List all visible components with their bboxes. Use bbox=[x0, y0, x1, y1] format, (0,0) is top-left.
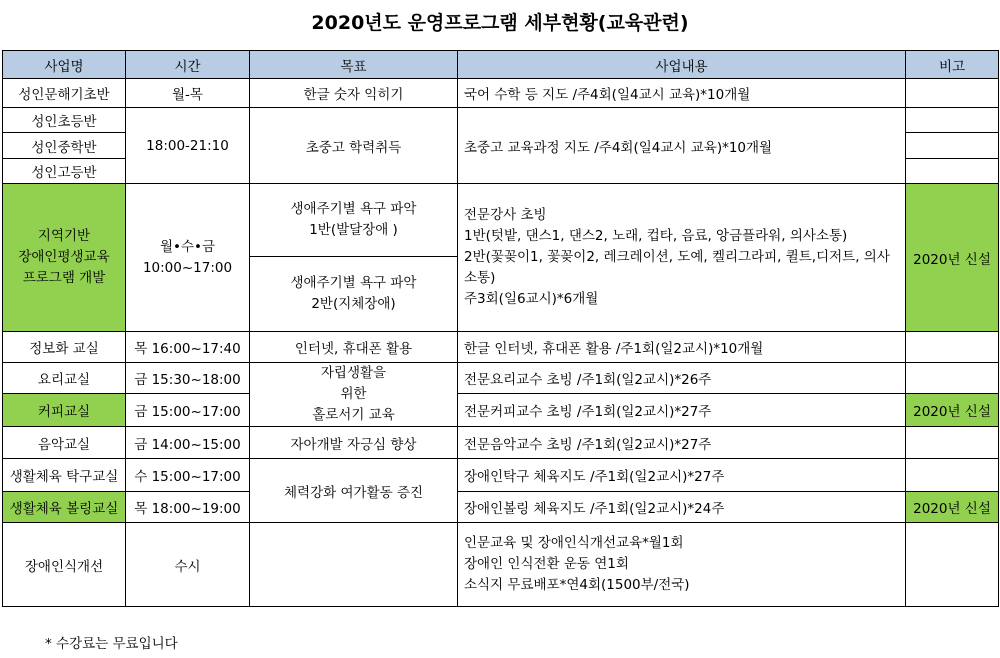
cell-name: 장애인식개선 bbox=[3, 523, 126, 607]
cell-content: 전문요리교수 초빙 /주1회(일2교시)*26주 bbox=[458, 363, 906, 394]
table-row bbox=[3, 523, 999, 607]
cell-note: 2020년 신설 bbox=[906, 492, 999, 523]
cell-note bbox=[906, 363, 999, 394]
table-row bbox=[3, 108, 999, 133]
cell-note bbox=[906, 332, 999, 363]
table-row bbox=[3, 492, 999, 523]
table-row bbox=[3, 459, 999, 492]
cell-content: 한글 인터넷, 휴대폰 활용 /주1회(일2교시)*10개월 bbox=[458, 332, 906, 363]
cell-goal: 한글 숫자 익히기 bbox=[250, 79, 458, 108]
cell-name: 음악교실 bbox=[3, 427, 126, 459]
cell-content: 초중고 교육과정 지도 /주4회(일4교시 교육)*10개월 bbox=[458, 108, 906, 184]
cell-note bbox=[906, 523, 999, 607]
table-row bbox=[3, 79, 999, 108]
cell-content: 인문교육 및 장애인식개선교육*월1회 장애인 인식전환 운동 연1회 소식지 무료배포*연4회(1500부/전국) bbox=[458, 523, 906, 607]
cell-note: 2020년 신설 bbox=[906, 394, 999, 427]
cell-time: 금 14:00~15:00 bbox=[126, 427, 250, 459]
table-row bbox=[3, 363, 999, 394]
table-row bbox=[3, 332, 999, 363]
cell-name: 성인초등반 bbox=[3, 108, 126, 133]
table-row bbox=[3, 184, 999, 257]
cell-note bbox=[906, 133, 999, 159]
table-row bbox=[3, 394, 999, 427]
header-goal: 목표 bbox=[250, 51, 458, 79]
cell-time: 목 16:00~17:40 bbox=[126, 332, 250, 363]
cell-time: 18:00-21:10 bbox=[126, 108, 250, 184]
cell-note bbox=[906, 79, 999, 108]
cell-note bbox=[906, 459, 999, 492]
header-name: 사업명 bbox=[3, 51, 126, 79]
cell-note bbox=[906, 159, 999, 184]
header-note: 비고 bbox=[906, 51, 999, 79]
program-table bbox=[2, 50, 999, 607]
cell-name: 정보화 교실 bbox=[3, 332, 126, 363]
cell-goal: 자아개발 자긍심 향상 bbox=[250, 427, 458, 459]
cell-note bbox=[906, 108, 999, 133]
cell-content: 전문음악교수 초빙 /주1회(일2교시)*27주 bbox=[458, 427, 906, 459]
table-row bbox=[3, 427, 999, 459]
cell-name: 성인문해기초반 bbox=[3, 79, 126, 108]
cell-name: 성인중학반 bbox=[3, 133, 126, 159]
cell-content: 장애인볼링 체육지도 /주1회(일2교시)*24주 bbox=[458, 492, 906, 523]
cell-name: 요리교실 bbox=[3, 363, 126, 394]
cell-name: 성인고등반 bbox=[3, 159, 126, 184]
cell-content: 전문강사 초빙 1반(텃밭, 댄스1, 댄스2, 노래, 컵타, 음료, 앙금플라워, 의사소통) 2반(꽃꽂이1, 꽃꽂이2, 레크레이션, 도예, 켈리그라피, 퀼트,디저트, 의사소통) 주3회(일6교시)*6개월 bbox=[458, 184, 906, 332]
cell-goal: 생애주기별 욕구 파악 2반(지체장애) bbox=[250, 257, 458, 332]
cell-content: 국어 수학 등 지도 /주4회(일4교시 교육)*10개월 bbox=[458, 79, 906, 108]
cell-goal: 생애주기별 욕구 파악 1반(발달장애 ) bbox=[250, 184, 458, 257]
cell-name: 생활체육 볼링교실 bbox=[3, 492, 126, 523]
cell-goal: 인터넷, 휴대폰 활용 bbox=[250, 332, 458, 363]
cell-time: 목 18:00~19:00 bbox=[126, 492, 250, 523]
page-title: 2020년도 운영프로그램 세부현황(교육관련) bbox=[311, 12, 689, 34]
cell-name: 지역기반 장애인평생교육 프로그램 개발 bbox=[3, 184, 126, 332]
cell-time: 금 15:00~17:00 bbox=[126, 394, 250, 427]
cell-time: 수시 bbox=[126, 523, 250, 607]
cell-content: 전문커피교수 초빙 /주1회(일2교시)*27주 bbox=[458, 394, 906, 427]
cell-goal: 체력강화 여가활동 증진 bbox=[250, 459, 458, 523]
table-header-row bbox=[3, 51, 999, 79]
cell-goal: 자립생활을 위한 홀로서기 교육 bbox=[250, 363, 458, 427]
footer-note: * 수강료는 무료입니다 bbox=[45, 636, 178, 652]
cell-name: 생활체육 탁구교실 bbox=[3, 459, 126, 492]
cell-goal: 초중고 학력취득 bbox=[250, 108, 458, 184]
cell-content: 장애인탁구 체육지도 /주1회(일2교시)*27주 bbox=[458, 459, 906, 492]
cell-time: 월-목 bbox=[126, 79, 250, 108]
header-time: 시간 bbox=[126, 51, 250, 79]
cell-name: 커피교실 bbox=[3, 394, 126, 427]
cell-goal bbox=[250, 523, 458, 607]
cell-note bbox=[906, 427, 999, 459]
cell-time: 월•수•금 10:00~17:00 bbox=[126, 184, 250, 332]
cell-time: 수 15:00~17:00 bbox=[126, 459, 250, 492]
cell-time: 금 15:30~18:00 bbox=[126, 363, 250, 394]
cell-note: 2020년 신설 bbox=[906, 184, 999, 332]
header-content: 사업내용 bbox=[458, 51, 906, 79]
